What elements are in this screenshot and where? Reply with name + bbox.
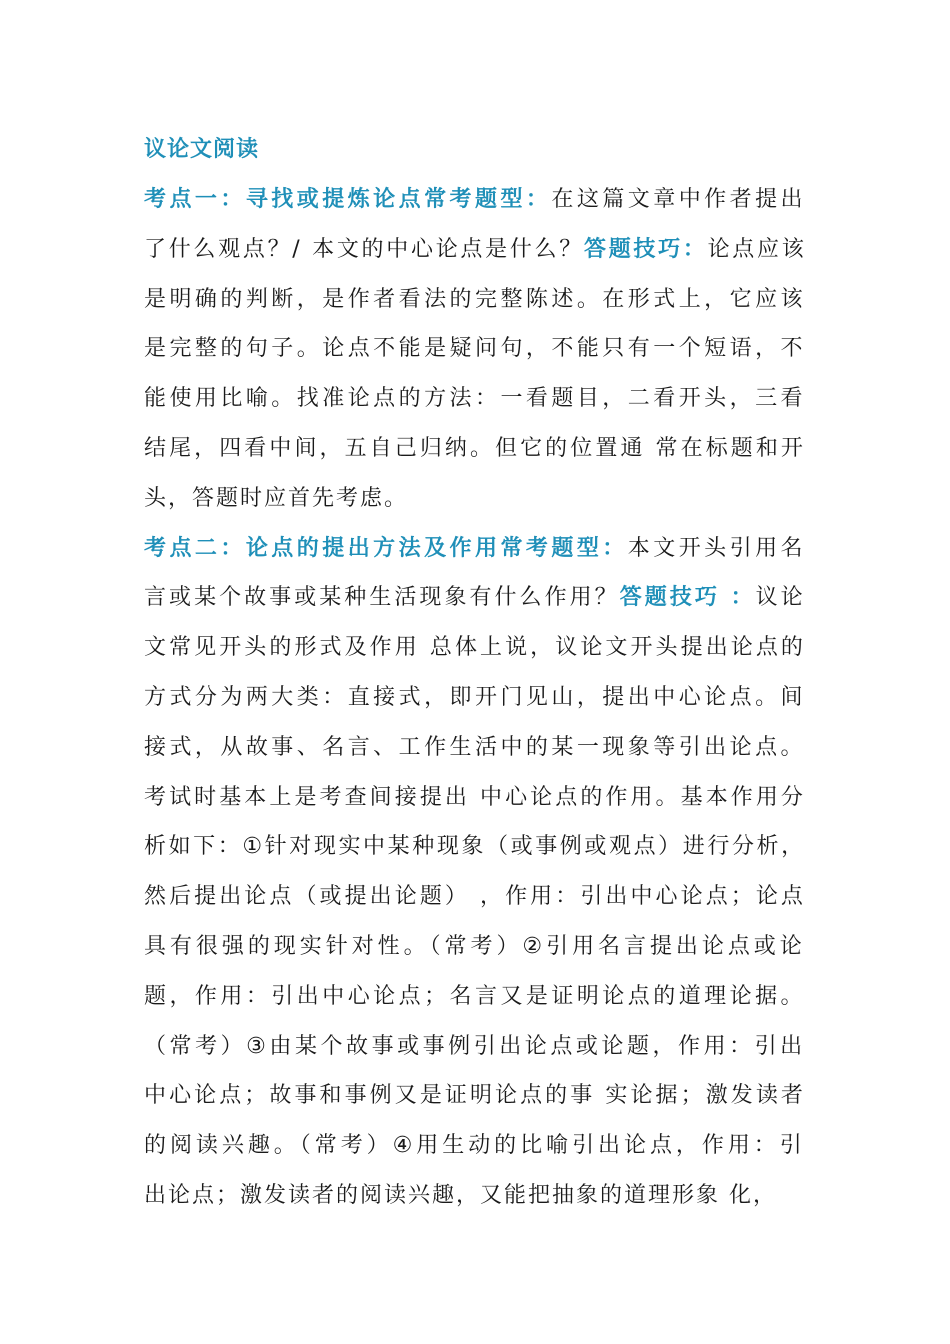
body-text: 是明确的判断，是作者看法的完整陈述。在形式上，它应该	[144, 287, 807, 312]
page-title: 议论文阅读	[144, 137, 260, 162]
body-text: 析如下：①针对现实中某种现象（或事例或观点）进行分析，	[144, 834, 806, 859]
body-text: 在这篇文章中作者提出	[551, 187, 807, 212]
body-text: 的阅读兴趣。（常考）④用生动的比喻引出论点，作用：引	[144, 1133, 806, 1158]
text-line	[144, 1181, 777, 1211]
body-text: 了什么观点？/ 本文的中心论点是什么？	[144, 237, 584, 262]
body-text: 出论点；激发读者的阅读兴趣，又能把抽象的道理形象 化，	[144, 1183, 777, 1208]
text-line	[144, 1032, 806, 1062]
text-line	[144, 733, 806, 763]
highlight-text: 考点一：寻找或提炼论点常考题型：	[144, 187, 552, 212]
text-line	[144, 982, 806, 1012]
highlight-text: 考点二：论点的提出方法及作用常考题型：	[144, 536, 628, 561]
body-text: 是完整的句子。论点不能是疑问句，不能只有一个短语，不	[144, 336, 807, 361]
body-text: 头，答题时应首先考虑。	[144, 486, 409, 511]
body-text: 本文开头引用名	[627, 536, 807, 561]
body-text: 言或某个故事或某种生活现象有什么作用？	[144, 585, 620, 610]
text-line	[144, 633, 806, 663]
body-text: 能使用比喻。找准论点的方法：一看题目，二看开头，三看	[144, 386, 807, 411]
body-text: 议论	[755, 585, 806, 610]
text-line	[144, 832, 806, 862]
body-text: 题，作用：引出中心论点；名言又是证明论点的道理论据。	[144, 984, 807, 1009]
text-line	[144, 1131, 806, 1161]
body-text: 方式分为两大类：直接式，即开门见山，提出中心论点。间	[144, 685, 807, 710]
highlight-text: 答题技巧：	[583, 237, 708, 262]
text-line	[144, 583, 806, 613]
text-line	[144, 235, 806, 265]
text-line	[144, 882, 806, 912]
text-line	[144, 334, 806, 364]
highlight-text: 答题技巧 ：	[619, 585, 756, 610]
body-text: 论点应该	[707, 237, 807, 262]
text-line	[144, 384, 806, 414]
text-line	[144, 434, 806, 464]
text-line	[144, 932, 806, 962]
text-line	[144, 185, 806, 215]
body-text: 然后提出论点（或提出论题） ，作用：引出中心论点；论点	[144, 884, 806, 909]
body-text: 结尾，四看中间，五自己归纳。但它的位置通 常在标题和开	[144, 436, 806, 461]
text-line	[144, 285, 806, 315]
body-text: 考试时基本上是考查间接提出 中心论点的作用。基本作用分	[144, 785, 806, 810]
body-text: （常考）③由某个故事或事例引出论点或论题，作用：引出	[144, 1034, 806, 1059]
text-line	[144, 484, 408, 514]
text-line	[144, 534, 806, 564]
body-text: 具有很强的现实针对性。（常考）②引用名言提出论点或论	[144, 934, 806, 959]
body-text: 接式，从故事、名言、工作生活中的某一现象等引出论点。	[144, 735, 807, 760]
text-line	[144, 1081, 806, 1111]
body-text: 中心论点；故事和事例又是证明论点的事 实论据；激发读者	[144, 1083, 806, 1108]
body-text: 文常见开头的形式及作用 总体上说，议论文开头提出论点的	[144, 635, 806, 660]
text-line	[144, 683, 806, 713]
text-line	[144, 783, 806, 813]
